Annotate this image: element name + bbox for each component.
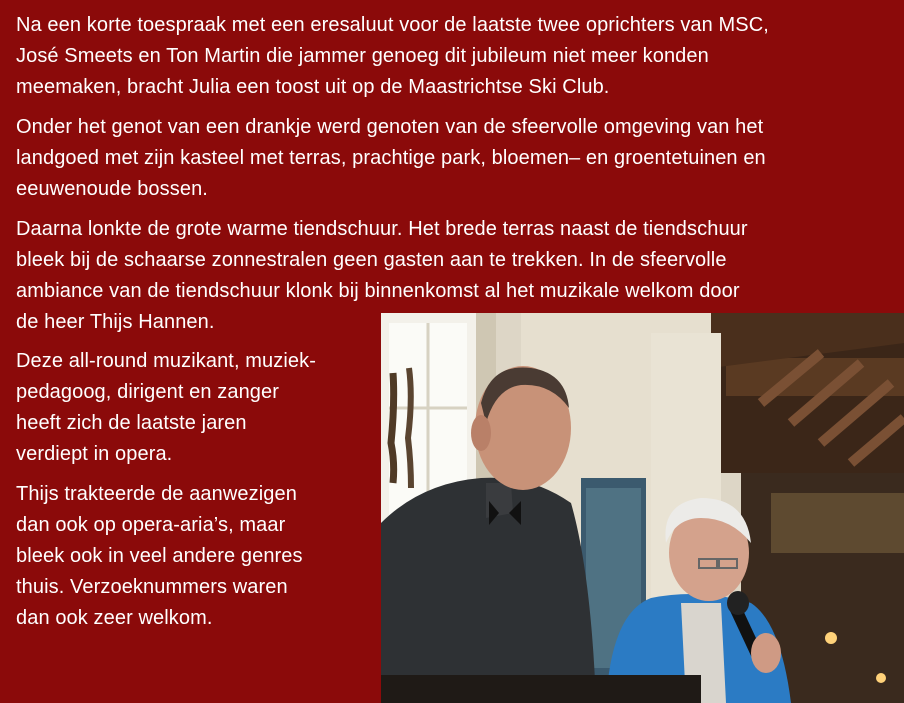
paragraph-opera-arias: Thijs trakteerde de aanwezigen dan ook op opera-aria’s, maar bleek ook in veel andere genres thuis. Verzoeknummers waren dan ook zeer welkom. (16, 483, 303, 629)
event-photo (381, 313, 904, 703)
paragraph-estate-drinks: Onder het genot van een drankje werd genoten van de sfeervolle omgeving van het landgoed met zijn kasteel met terras, prachtige park, bloemen– en groentetuinen en eeuwenoude bossen. (16, 116, 766, 200)
paragraph-musician-intro: Deze all-round muzikant, muziek- pedagoog, dirigent en zanger heeft zich de laatste jaren verdiept in opera. (16, 350, 316, 465)
paragraph-opening-speech: Na een korte toespraak met een eresaluut voor de laatste twee oprichters van MSC, José Smeets en Ton Martin die jammer genoeg dit jubileum niet meer konden meemaken, bracht Julia een toost uit op de Maastrichtse Ski Club. (16, 14, 769, 98)
paragraph-barn-welcome: Daarna lonkte de grote warme tiendschuur. Het brede terras naast de tiendschuur bleek bij de schaarse zonnestralen geen gasten aan te trekken. In de sfeervolle ambiance van de tiendschuur klonk bij binnenkomst al het muzikale welkom door de heer Thijs Hannen. (16, 218, 748, 333)
